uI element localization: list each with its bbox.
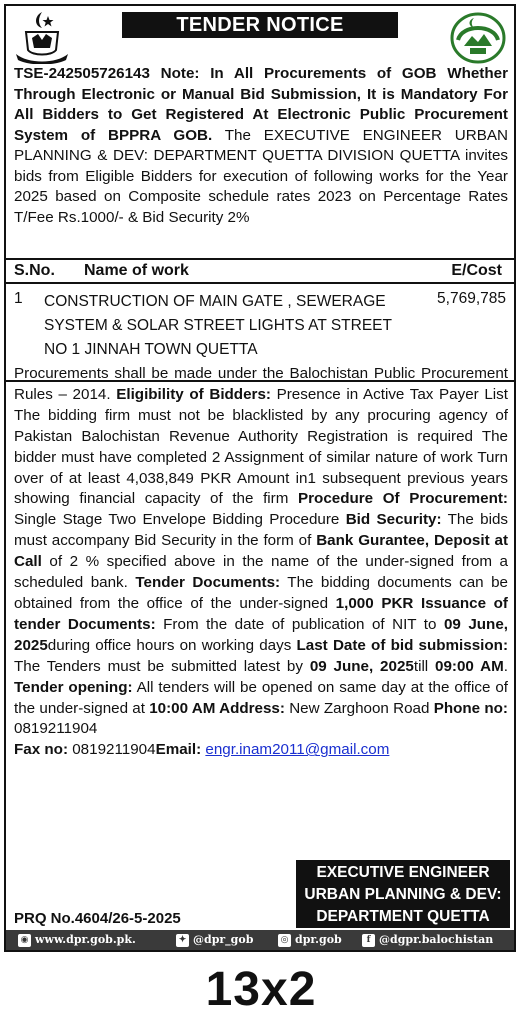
govt-emblem-icon <box>12 10 72 64</box>
footer-facebook[interactable] <box>362 930 493 950</box>
row-sno: 1 <box>14 290 23 307</box>
facebook-icon: f <box>362 934 375 947</box>
row-work: CONSTRUCTION OF MAIN GATE , SEWERAGE SYSTEM & SOLAR STREET LIGHTS AT STREET NO 1 JINNAH TOWN QUETTA <box>44 293 392 358</box>
fax-number: 0819211904 <box>68 741 156 759</box>
website-text: www.dpr.gob.pk. <box>35 933 136 946</box>
docs-label: Tender Documents: <box>135 574 281 592</box>
docs-text-3: during office hours on working days <box>47 636 297 654</box>
phone-number: 0819211904 <box>14 720 98 738</box>
prq-number: PRQ No.4604/26-5-2025 <box>14 910 181 927</box>
tender-notice <box>4 4 516 952</box>
last-date-text-2: till <box>413 657 436 675</box>
globe-icon: ◉ <box>18 934 31 947</box>
notice-title: TENDER NOTICE <box>122 12 398 38</box>
body-paragraph <box>14 364 508 761</box>
last-date: 09 June, 2025 <box>309 657 414 675</box>
intro-bold-note: TSE-242505726143 Note: In All Procurements of GOB Whether Through Electronic or Manual Bid Submission, It is Mandatory For All Bidders to Get Registered At Electronic Public Procurement System of BPPRA GOB. <box>14 65 508 144</box>
last-date-text-3: . <box>503 657 509 675</box>
eligibility-label: Eligibility of Bidders: <box>116 385 271 403</box>
fax-label: Fax no: <box>14 741 69 759</box>
twitter-text: @dpr_gob <box>193 933 254 946</box>
header-sno: S.No. <box>14 262 55 279</box>
intro-paragraph <box>14 64 508 228</box>
footer-instagram[interactable] <box>278 930 342 950</box>
security-text: The bids must accompany Bid Security in the form of <box>14 511 509 550</box>
facebook-text: @dgpr.balochistan <box>379 933 494 946</box>
eligibility-text: Presence in Active Tax Payer List The bidding firm must not be blacklisted by any procuring agency of Pakistan Balochistan Revenue Authority Registration is required The bidder must have completed 2 Assignment of similar nature of work Turn over of at least 4,038,849 PKR Amount in1 subsequent previous years showing financial capacity of the firm <box>14 385 508 508</box>
header-work: Name of work <box>84 262 189 279</box>
security-forms: Bank Gurantee, Deposit at Call <box>14 532 508 571</box>
docs-fee: 1,000 PKR Issuance of tender Documents: <box>14 594 508 633</box>
ad-size-label: 13x2 <box>205 963 317 1016</box>
row-cost: 5,769,785 <box>437 290 506 307</box>
signature-block <box>296 860 510 928</box>
opening-label: Tender opening: <box>14 678 133 696</box>
docs-text-2: From the date of publication of NIT to <box>155 615 444 633</box>
instagram-icon: ◎ <box>278 934 291 947</box>
security-text-2: of 2 % specified above in the name of the under-signed from a scheduled bank. <box>14 553 508 592</box>
email-link[interactable]: engr.inam2011@gmail.com <box>205 741 390 759</box>
address-text: New Zarghoon Road <box>284 699 434 717</box>
body-text: Procurements shall be made under the Balochistan Public Procurement Rules – 2014. <box>14 365 508 403</box>
intro-text: The EXECUTIVE ENGINEER URBAN PLANNING & DEV: DEPARTMENT QUETTA DIVISION QUETTA invites bids from Eligible Bidders for execution of following works for the Year 2025 based on Composite schedule rates 2023 on Percentage Rates T/Fee Rs.1000/- & Bid Security 2% <box>14 126 508 226</box>
signature-line-3: DEPARTMENT QUETTA <box>316 908 490 925</box>
signature-line-2: URBAN PLANNING & DEV: <box>304 886 502 903</box>
last-date-text: The Tenders must be submitted latest by <box>14 657 310 675</box>
header-cost: E/Cost <box>451 262 502 279</box>
email-label: Email: <box>155 741 202 759</box>
security-label: Bid Security: <box>345 511 442 529</box>
signature-line-1: EXECUTIVE ENGINEER <box>316 864 490 881</box>
opening-text: All tenders will be opened on same day at the office of the under-signed at <box>14 678 508 717</box>
address-label: Address: <box>215 699 285 717</box>
table-header <box>6 258 514 284</box>
docs-date: 09 June, 2025 <box>14 615 508 654</box>
footer-website[interactable] <box>18 930 136 950</box>
opening-time: 10:00 AM <box>149 699 216 717</box>
balochistan-seal-icon <box>448 10 508 64</box>
last-time: 09:00 AM <box>435 657 504 675</box>
phone-label: Phone no: <box>433 699 508 717</box>
notice-header <box>6 6 514 66</box>
last-date-label: Last Date of bid submission: <box>296 636 508 654</box>
instagram-text: dpr.gob <box>295 933 342 946</box>
twitter-icon: ✦ <box>176 934 189 947</box>
footer-twitter[interactable] <box>176 930 253 950</box>
procedure-label: Procedure Of Procurement: <box>298 490 508 508</box>
docs-text: The bidding documents can be obtained from the office of the under-signed <box>14 574 508 612</box>
procedure-text: Single Stage Two Envelope Bidding Procedure <box>14 511 346 529</box>
footer-bar <box>6 930 514 950</box>
